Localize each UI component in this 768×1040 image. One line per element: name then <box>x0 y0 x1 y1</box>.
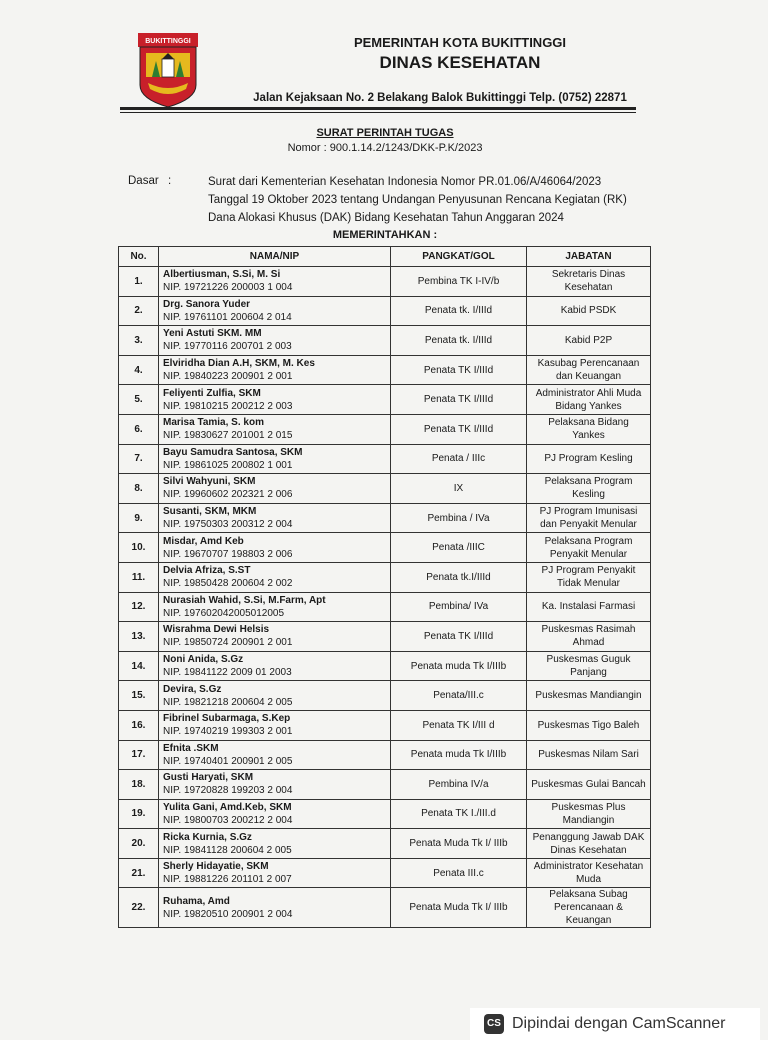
dasar-line: Tanggal 19 Oktober 2023 tentang Undangan Penyusunan Rencana Kegiatan (RK) <box>208 194 627 206</box>
row-jabatan: Puskesmas Tigo Baleh <box>527 710 651 740</box>
row-name-nip <box>159 681 391 711</box>
row-number: 22. <box>119 888 159 928</box>
table-row <box>119 355 651 385</box>
row-pangkat: Penata TK I/IIId <box>391 355 527 385</box>
table-row <box>119 503 651 533</box>
table-row <box>119 858 651 888</box>
employee-name: Elviridha Dian A.H, SKM, M. Kes <box>163 358 315 370</box>
employee-name: Misdar, Amd Keb <box>163 535 244 547</box>
row-jabatan: Penanggung Jawab DAK Dinas Kesehatan <box>527 829 651 859</box>
row-name-nip <box>159 770 391 800</box>
table-header-row <box>119 247 651 267</box>
row-name-nip <box>159 651 391 681</box>
row-pangkat: Penata muda Tk I/IIIb <box>391 651 527 681</box>
employee-nip: NIP. 19740401 200901 2 005 <box>163 755 293 767</box>
row-number: 12. <box>119 592 159 622</box>
row-number: 16. <box>119 710 159 740</box>
row-number: 20. <box>119 829 159 859</box>
dasar-colon: : <box>168 175 172 187</box>
employee-nip: NIP. 19721226 200003 1 004 <box>163 282 293 294</box>
row-jabatan: Ka. Instalasi Farmasi <box>527 592 651 622</box>
table-row <box>119 414 651 444</box>
row-jabatan: Kasubag Perencanaan dan Keuangan <box>527 355 651 385</box>
row-pangkat: Penata muda Tk I/IIIb <box>391 740 527 770</box>
table-row <box>119 385 651 415</box>
employee-nip: NIP. 19830627 201001 2 015 <box>163 430 293 442</box>
row-number: 1. <box>119 267 159 297</box>
employee-nip: NIP. 19850428 200604 2 002 <box>163 578 293 590</box>
row-name-nip <box>159 326 391 356</box>
employee-name: Delvia Afriza, S.ST <box>163 565 251 577</box>
employee-nip: NIP. 19810215 200212 2 003 <box>163 400 293 412</box>
dasar-line: Surat dari Kementerian Kesehatan Indonesia Nomor PR.01.06/A/46064/2023 <box>208 176 602 188</box>
row-number: 2. <box>119 296 159 326</box>
employee-name: Drg. Sanora Yuder <box>163 298 251 310</box>
employee-name: Nurasiah Wahid, S.Si, M.Farm, Apt <box>163 594 326 606</box>
row-jabatan: Pelaksana Subag Perencanaan & Keuangan <box>527 888 651 928</box>
row-name-nip <box>159 799 391 829</box>
employee-nip: NIP. 197602042005012005 <box>163 607 285 619</box>
row-pangkat: Penata tk. I/IIId <box>391 296 527 326</box>
dasar-label: Dasar <box>128 175 159 187</box>
employee-name: Devira, S.Gz <box>163 683 222 695</box>
row-pangkat: Penata Muda Tk I/ IIIb <box>391 888 527 928</box>
row-name-nip <box>159 385 391 415</box>
row-pangkat: IX <box>391 474 527 504</box>
row-name-nip <box>159 474 391 504</box>
table-row <box>119 799 651 829</box>
employee-nip: NIP. 19750303 200312 2 004 <box>163 519 293 531</box>
row-jabatan: Puskesmas Plus Mandiangin <box>527 799 651 829</box>
row-number: 11. <box>119 562 159 592</box>
employee-nip: NIP. 19841128 200604 2 005 <box>163 844 292 856</box>
header-government: PEMERINTAH KOTA BUKITTINGGI <box>353 35 567 50</box>
header-address: Jalan Kejaksaan No. 2 Belakang Balok Bukittinggi Telp. (0752) 22871 <box>253 92 627 104</box>
table-row <box>119 592 651 622</box>
table-row <box>119 296 651 326</box>
employee-nip: NIP. 19821218 200604 2 005 <box>163 696 293 708</box>
table-row <box>119 710 651 740</box>
row-pangkat: Penata Muda Tk I/ IIIb <box>391 829 527 859</box>
employee-nip: NIP. 19840223 200901 2 001 <box>163 371 293 383</box>
employee-nip: NIP. 19881226 201101 2 007 <box>163 874 292 886</box>
table-row <box>119 326 651 356</box>
header-no: No. <box>119 247 159 267</box>
row-name-nip <box>159 710 391 740</box>
employee-name: Efnita .SKM <box>163 742 219 754</box>
row-pangkat: Pembina/ IVa <box>391 592 527 622</box>
employee-nip: NIP. 19720828 199203 2 004 <box>163 785 293 797</box>
row-jabatan: Puskesmas Nilam Sari <box>527 740 651 770</box>
row-jabatan: Sekretaris Dinas Kesehatan <box>527 267 651 297</box>
row-pangkat: Penata / IIIc <box>391 444 527 474</box>
employee-nip: NIP. 19800703 200212 2 004 <box>163 814 293 826</box>
row-name-nip <box>159 414 391 444</box>
row-name-nip <box>159 622 391 652</box>
row-jabatan: Puskesmas Mandiangin <box>527 681 651 711</box>
employee-name: Ricka Kurnia, S.Gz <box>163 831 252 843</box>
employee-name: Gusti Haryati, SKM <box>163 772 254 784</box>
employee-name: Albertiusman, S.Si, M. Si <box>163 269 281 281</box>
employee-name: Marisa Tamia, S. kom <box>163 417 264 429</box>
row-pangkat: Pembina IV/a <box>391 770 527 800</box>
row-pangkat: Penata tk.I/IIId <box>391 562 527 592</box>
row-name-nip <box>159 355 391 385</box>
letter-number: Nomor : 900.1.14.2/1243/DKK-P.K/2023 <box>287 142 483 154</box>
row-number: 6. <box>119 414 159 444</box>
row-jabatan: Kabid P2P <box>527 326 651 356</box>
table-row <box>119 681 651 711</box>
row-pangkat: Penata TK I/IIId <box>391 622 527 652</box>
row-number: 15. <box>119 681 159 711</box>
employee-name: Sherly Hidayatie, SKM <box>163 861 269 873</box>
table-row <box>119 267 651 297</box>
row-name-nip <box>159 503 391 533</box>
row-name-nip <box>159 592 391 622</box>
row-number: 3. <box>119 326 159 356</box>
row-name-nip <box>159 740 391 770</box>
row-pangkat: Penata TK I/IIId <box>391 385 527 415</box>
letter-title: SURAT PERINTAH TUGAS <box>316 127 454 139</box>
row-name-nip <box>159 444 391 474</box>
employee-nip: NIP. 19861025 200802 1 001 <box>163 459 293 471</box>
row-pangkat: Penata /IIIC <box>391 533 527 563</box>
row-jabatan: Puskesmas Guguk Panjang <box>527 651 651 681</box>
row-number: 4. <box>119 355 159 385</box>
header-rule-thin <box>120 112 636 113</box>
employee-name: Silvi Wahyuni, SKM <box>163 476 256 488</box>
row-name-nip <box>159 858 391 888</box>
row-jabatan: Pelaksana Program Penyakit Menular <box>527 533 651 563</box>
row-pangkat: Pembina TK I-IV/b <box>391 267 527 297</box>
employee-nip: NIP. 19761101 200604 2 014 <box>163 311 292 323</box>
row-number: 14. <box>119 651 159 681</box>
employee-nip: NIP. 19770116 200701 2 003 <box>163 341 292 353</box>
table-row <box>119 533 651 563</box>
row-pangkat: Penata tk. I/IIId <box>391 326 527 356</box>
employee-name: Fibrinel Subarmaga, S.Kep <box>163 713 291 725</box>
row-number: 8. <box>119 474 159 504</box>
employee-name: Yeni Astuti SKM. MM <box>163 328 262 340</box>
row-name-nip <box>159 533 391 563</box>
employee-nip: NIP. 19670707 198803 2 006 <box>163 548 293 560</box>
row-pangkat: Penata TK I/III d <box>391 710 527 740</box>
employee-name: Yulita Gani, Amd.Keb, SKM <box>163 801 292 813</box>
row-number: 5. <box>119 385 159 415</box>
employee-nip: NIP. 19820510 200901 2 004 <box>163 908 293 920</box>
employee-nip: NIP. 19850724 200901 2 001 <box>163 637 293 649</box>
employee-name: Susanti, SKM, MKM <box>163 506 257 518</box>
camscanner-icon: CS <box>484 1014 504 1034</box>
city-logo <box>138 33 198 109</box>
row-number: 18. <box>119 770 159 800</box>
row-jabatan: Administrator Kesehatan Muda <box>527 858 651 888</box>
row-pangkat: Penata TK I./III.d <box>391 799 527 829</box>
table-row <box>119 888 651 928</box>
row-jabatan: Pelaksana Bidang Yankes <box>527 414 651 444</box>
row-jabatan: Pelaksana Program Kesling <box>527 474 651 504</box>
row-pangkat: Penata III.c <box>391 858 527 888</box>
table-row <box>119 622 651 652</box>
employee-nip: NIP. 19960602 202321 2 006 <box>163 489 293 501</box>
row-name-nip <box>159 888 391 928</box>
scanner-watermark-text: Dipindai dengan CamScanner <box>512 1015 726 1032</box>
row-number: 19. <box>119 799 159 829</box>
employee-name: Feliyenti Zulfia, SKM <box>163 387 261 399</box>
row-jabatan: PJ Program Kesling <box>527 444 651 474</box>
header-jabatan: JABATAN <box>527 247 651 267</box>
row-jabatan: Puskesmas Gulai Bancah <box>527 770 651 800</box>
employee-name: Ruhama, Amd <box>163 895 230 907</box>
memerintahkan-heading: MEMERINTAHKAN : <box>332 229 438 241</box>
row-pangkat: Pembina / IVa <box>391 503 527 533</box>
dasar-line: Dana Alokasi Khusus (DAK) Bidang Kesehatan Tahun Anggaran 2024 <box>208 212 564 224</box>
row-name-nip <box>159 267 391 297</box>
header-office: DINAS KESEHATAN <box>379 53 541 72</box>
row-pangkat: Penata/III.c <box>391 681 527 711</box>
assignment-table <box>118 246 651 928</box>
table-row <box>119 740 651 770</box>
row-number: 13. <box>119 622 159 652</box>
row-number: 10. <box>119 533 159 563</box>
header-pangkat: PANGKAT/GOL <box>391 247 527 267</box>
row-number: 17. <box>119 740 159 770</box>
row-number: 7. <box>119 444 159 474</box>
row-pangkat: Penata TK I/IIId <box>391 414 527 444</box>
row-jabatan: Puskesmas Rasimah Ahmad <box>527 622 651 652</box>
employee-name: Wisrahma Dewi Helsis <box>163 624 270 636</box>
header-rule-thick <box>120 107 636 110</box>
row-name-nip <box>159 829 391 859</box>
employee-name: Bayu Samudra Santosa, SKM <box>163 446 303 458</box>
row-jabatan: PJ Program Penyakit Tidak Menular <box>527 562 651 592</box>
row-jabatan: Kabid PSDK <box>527 296 651 326</box>
svg-text:BUKITTINGGI: BUKITTINGGI <box>145 38 191 45</box>
table-row <box>119 562 651 592</box>
row-jabatan: PJ Program Imunisasi dan Penyakit Menular <box>527 503 651 533</box>
table-row <box>119 829 651 859</box>
table-row <box>119 651 651 681</box>
row-number: 9. <box>119 503 159 533</box>
table-row <box>119 444 651 474</box>
row-jabatan: Administrator Ahli Muda Bidang Yankes <box>527 385 651 415</box>
row-name-nip <box>159 296 391 326</box>
employee-name: Noni Anida, S.Gz <box>163 654 244 666</box>
table-row <box>119 474 651 504</box>
employee-nip: NIP. 19841122 2009 01 2003 <box>163 667 292 679</box>
table-row <box>119 770 651 800</box>
row-name-nip <box>159 562 391 592</box>
row-number: 21. <box>119 858 159 888</box>
header-nama-nip: NAMA/NIP <box>159 247 391 267</box>
employee-nip: NIP. 19740219 199303 2 001 <box>163 726 293 738</box>
dasar-text <box>208 173 627 227</box>
